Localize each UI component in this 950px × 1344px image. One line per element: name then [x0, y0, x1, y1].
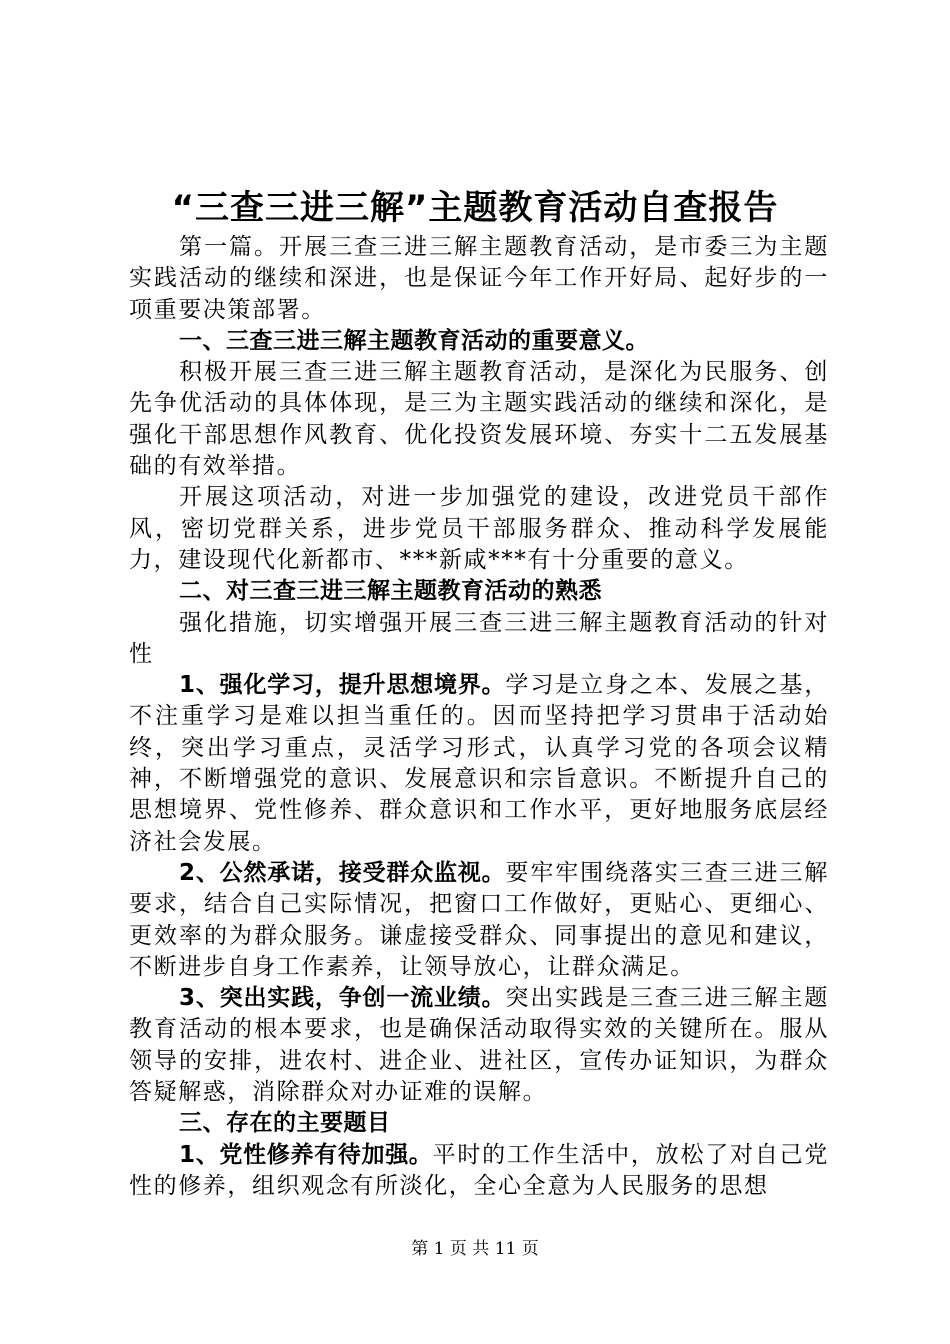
paragraph-text: 开展这项活动，对进一步加强党的建设，改进党员干部作风，密切党群关系，进步党员干部服务群众、推动科学发展能力，建设现代化新都市、***新咸***有十分重要的意义。 — [129, 484, 829, 573]
paragraph-text: 平时的工作生活中，放松了对自己党性的修养，组织观念有所淡化，全心全意为人民服务的思想 — [129, 1141, 829, 1199]
paragraph — [129, 608, 829, 671]
paragraph-text: 强化措施，切实增强开展三查三进三解主题教育活动的针对性 — [129, 609, 829, 667]
paragraph — [129, 983, 829, 1108]
paragraph — [129, 1140, 829, 1203]
paragraph-text: 要牢牢围绕落实三查三进三解要求，结合自己实际情况，把窗口工作做好，更贴心、更细心、更效率的为群众服务。谦虚接受群众、同事提出的意见和建议，不断进步自身工作素养，让领导放心，让群众满足。 — [129, 859, 829, 980]
document-title: “三查三进三解”主题教育活动自查报告 — [171, 188, 779, 228]
paragraph — [129, 858, 829, 983]
paragraph-lead: 1、党性修养有待加强。 — [179, 1141, 433, 1168]
paragraph-lead: 3、突出实践，争创一流业绩。 — [179, 985, 506, 1012]
paragraph-text: 积极开展三查三进三解主题教育活动，是深化为民服务、创先争优活动的具体体现，是三为主题实践活动的继续和深化，是强化干部思想作风教育、优化投资发展环境、夯实十二五发展基础的有效举措。 — [129, 359, 829, 480]
section-heading: 一、三查三进三解主题教育活动的重要意义。 — [179, 327, 649, 354]
paragraph-text: 学习是立身之本、发展之基，不注重学习是难以担当重任的。因而坚持把学习贯串于活动始终，突出学习重点，灵活学习形式，认真学习党的各项会议精神，不断增强党的意识、发展意识和宗旨意识。不断提升自己的思想境界、党性修养、群众意识和工作水平，更好地服务底层经济社会发展。 — [129, 672, 829, 855]
paragraph — [129, 670, 829, 858]
document-body — [129, 232, 829, 1202]
paragraph-lead: 1、强化学习，提升思想境界。 — [179, 672, 506, 699]
page-footer: 第 1 页 共 11 页 — [411, 1239, 539, 1259]
section-heading: 二、对三查三进三解主题教育活动的熟悉 — [179, 578, 602, 605]
paragraph-text: 突出实践是三查三进三解主题教育活动的根本要求，也是确保活动取得实效的关键所在。服从领导的安排，进农村、进企业、进社区，宣传办证知识，为群众答疑解惑，消除群众对办证难的误解。 — [129, 985, 829, 1106]
paragraph — [129, 482, 829, 576]
paragraph — [129, 232, 829, 326]
paragraph-text: 第一篇。开展三查三进三解主题教育活动，是市委三为主题实践活动的继续和深进，也是保证今年工作开好局、起好步的一项重要决策部署。 — [129, 234, 829, 323]
paragraph-lead: 2、公然承诺，接受群众监视。 — [179, 859, 506, 886]
paragraph — [129, 357, 829, 482]
section-heading: 三、存在的主要题目 — [179, 1110, 391, 1137]
